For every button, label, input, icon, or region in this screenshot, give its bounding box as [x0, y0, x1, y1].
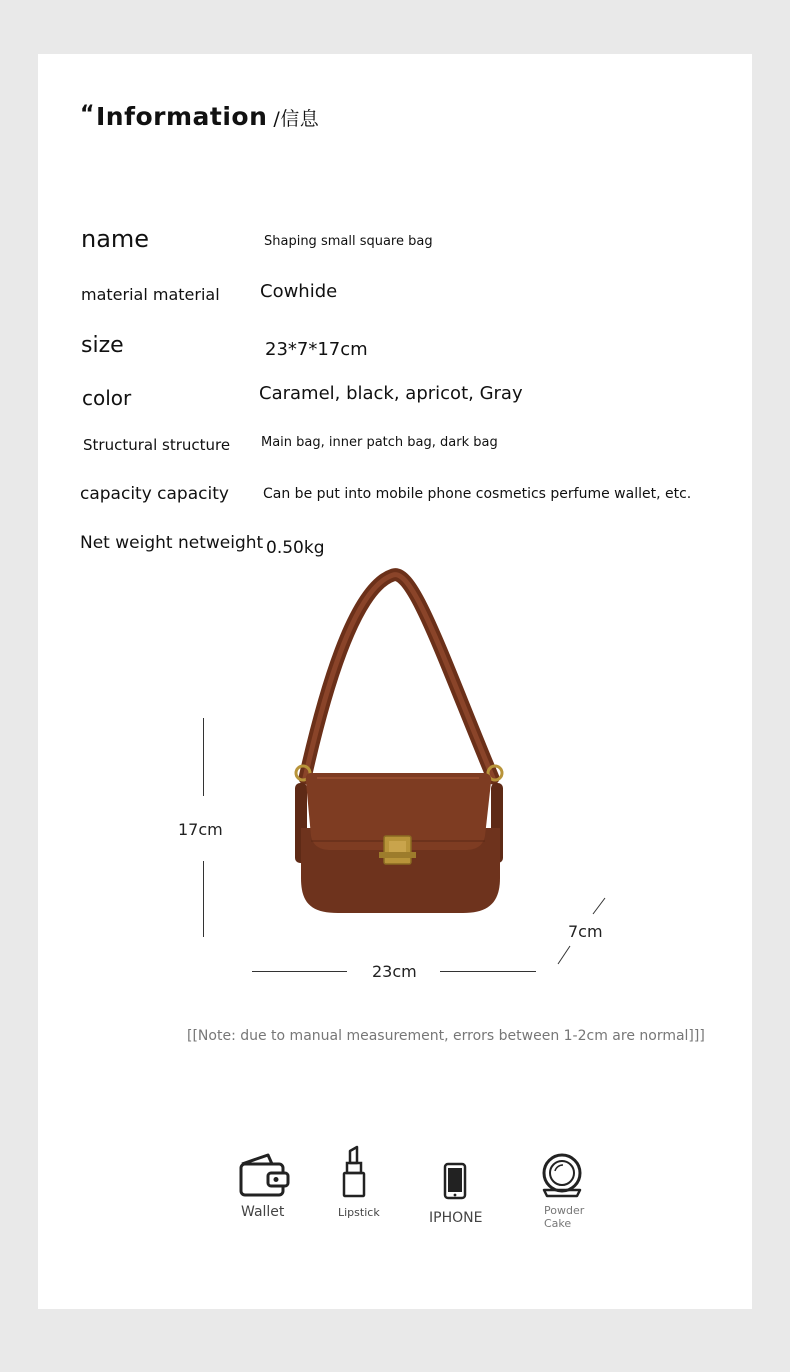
lipstick-label: Lipstick: [338, 1206, 380, 1219]
title-subtitle: /信息: [273, 108, 320, 130]
width-line-left: [252, 971, 347, 972]
depth-dimension: 7cm: [568, 922, 603, 941]
product-image: [293, 568, 508, 918]
width-dimension: 23cm: [372, 962, 417, 981]
measurement-note: [[Note: due to manual measurement, errors between 1-2cm are normal]]]: [187, 1028, 705, 1044]
quote-mark: “: [80, 102, 95, 127]
width-line-right: [440, 971, 536, 972]
spec-label-name: name: [81, 225, 150, 253]
lipstick-icon: [340, 1145, 368, 1199]
spec-value-weight: 0.50kg: [266, 538, 325, 558]
depth-line-top: [592, 897, 606, 915]
wallet-label: Wallet: [241, 1204, 285, 1220]
powder-cake-icon: [539, 1152, 585, 1198]
powder-cake-label-line2: Cake: [544, 1217, 572, 1230]
spec-label-size: size: [81, 333, 124, 358]
powder-cake-label: [544, 1204, 584, 1230]
spec-value-material: Cowhide: [260, 281, 338, 302]
depth-line-bottom: [557, 945, 571, 965]
title-text: Information: [95, 102, 268, 131]
spec-label-weight: Net weight netweight: [80, 533, 264, 553]
spec-label-structure: Structural structure: [83, 436, 231, 454]
height-line-top: [203, 718, 204, 796]
phone-icon: [443, 1162, 467, 1200]
spec-label-capacity: capacity capacity: [80, 484, 229, 504]
page-title: [80, 102, 319, 131]
spec-value-name: Shaping small square bag: [264, 234, 433, 249]
phone-label: IPHONE: [429, 1210, 483, 1226]
powder-cake-label-line1: Powder: [544, 1204, 585, 1217]
wallet-icon: [238, 1152, 290, 1198]
height-dimension: 17cm: [178, 820, 223, 839]
spec-value-capacity: Can be put into mobile phone cosmetics perfume wallet, etc.: [263, 486, 692, 502]
spec-value-structure: Main bag, inner patch bag, dark bag: [261, 435, 498, 450]
spec-label-color: color: [82, 386, 132, 410]
spec-label-material: material material: [81, 285, 220, 304]
spec-value-size: 23*7*17cm: [265, 339, 368, 360]
height-line-bottom: [203, 861, 204, 937]
info-card: [38, 54, 752, 1309]
spec-value-color: Caramel, black, apricot, Gray: [259, 383, 523, 404]
